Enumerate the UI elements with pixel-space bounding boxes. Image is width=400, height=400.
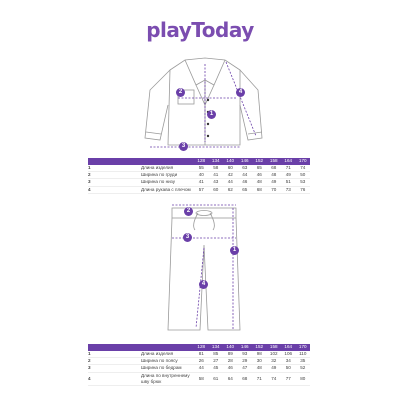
shirt-marker-1: 1: [207, 110, 216, 119]
table-row: 4 Длина рукава с плечом 57 60 62 65 68 70 73 76: [88, 186, 310, 193]
pants-marker-2: 2: [184, 207, 193, 216]
shirt-size-header: 134: [209, 158, 224, 165]
shirt-size-header: 158: [267, 158, 282, 165]
pants-marker-3: 3: [183, 233, 192, 242]
table-row: 2 Ширина по груди 40 41 42 44 46 48 49 50: [88, 172, 310, 179]
pants-marker-1: 1: [230, 246, 239, 255]
brand-logo: playToday: [146, 18, 254, 42]
shirt-size-header: 164: [281, 158, 296, 165]
pants-size-header: 128: [194, 344, 209, 351]
shirt-size-header: 140: [223, 158, 238, 165]
shirt-marker-3: 3: [179, 142, 188, 151]
shirt-size-table: [88, 158, 310, 194]
pants-size-table: [88, 344, 310, 386]
pants-size-header: 134: [209, 344, 224, 351]
shirt-marker-4: 4: [236, 88, 245, 97]
table-row: 3 Ширина по бедрам 44 45 46 47 48 49 50 52: [88, 365, 310, 372]
table-row: 1 Длина изделия 55 58 60 63 65 68 71 74: [88, 165, 310, 172]
table-row: 2 Ширина по поясу 26 27 28 29 30 32 34 35: [88, 358, 310, 365]
shirt-size-header: 170: [296, 158, 311, 165]
pants-size-header: 170: [296, 344, 311, 351]
shirt-marker-2: 2: [176, 88, 185, 97]
shirt-size-header: 128: [194, 158, 209, 165]
shirt-size-header: 146: [238, 158, 253, 165]
pants-size-header: 164: [281, 344, 296, 351]
shirt-size-header: 152: [252, 158, 267, 165]
pants-drawing: [0, 200, 400, 340]
table-row: 4 Длина по внутреннему шву брюк 58 61 64 68 71 74 77 80: [88, 372, 310, 385]
pants-size-header: 140: [223, 344, 238, 351]
pants-marker-4: 4: [199, 280, 208, 289]
pants-size-header: 158: [267, 344, 282, 351]
shirt-drawing: [0, 50, 400, 155]
table-row: 1 Длина изделия 81 85 89 93 98 102 106 110: [88, 351, 310, 358]
pants-size-header: 146: [238, 344, 253, 351]
pants-size-header: 152: [252, 344, 267, 351]
table-row: 3 Ширина по низу 41 43 44 46 48 49 51 53: [88, 179, 310, 186]
